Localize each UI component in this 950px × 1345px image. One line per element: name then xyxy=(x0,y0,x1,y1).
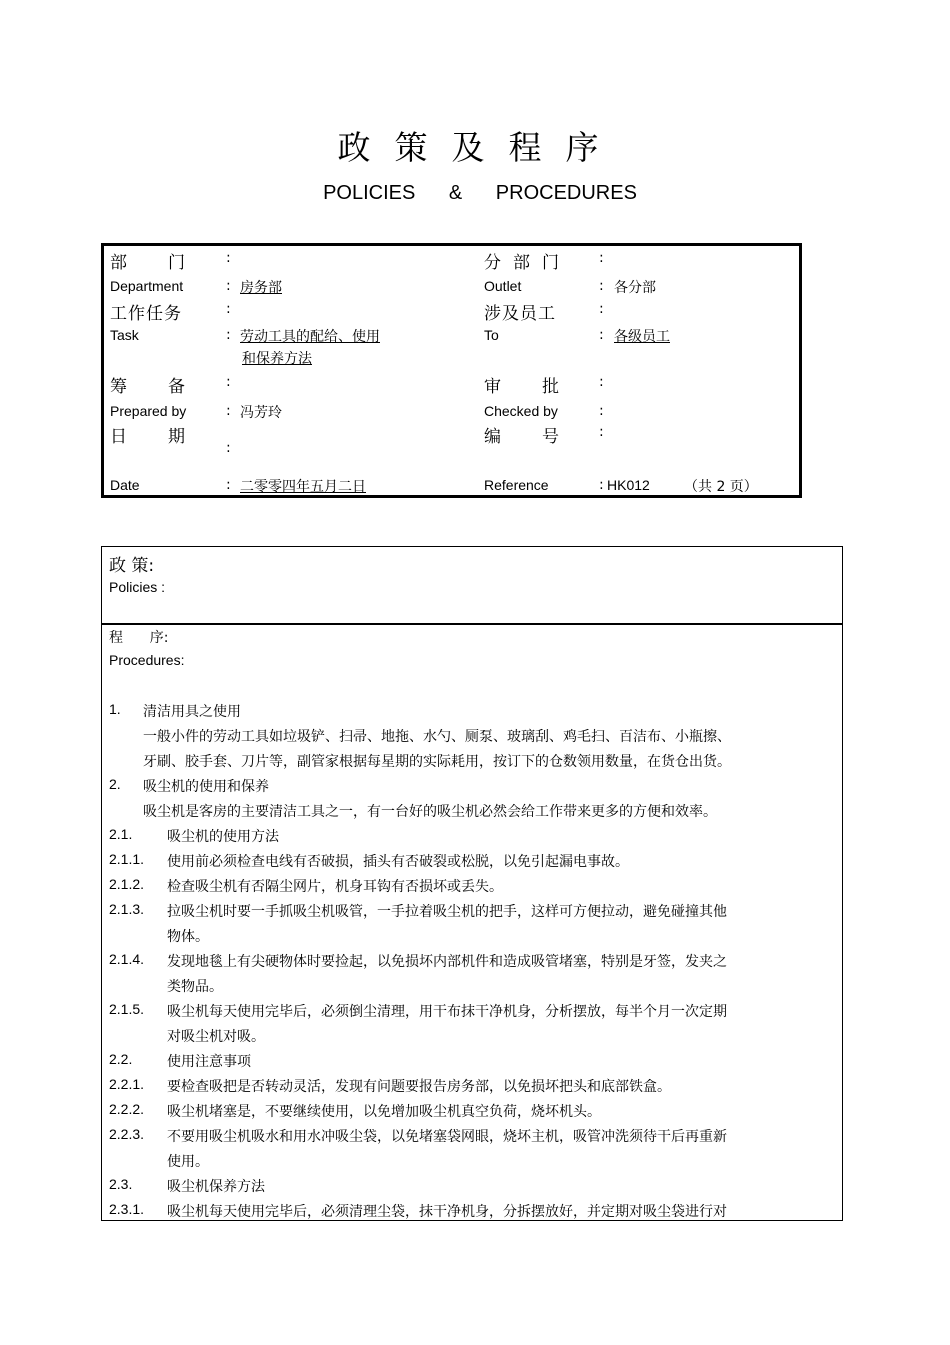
procedure-text: 检查吸尘机有否隔尘网片，机身耳钩有否损坏或丢失。 xyxy=(167,879,503,895)
prep-value: 冯芳玲 xyxy=(240,405,282,421)
outlet-value: 各分部 xyxy=(614,280,656,296)
dept-colon: : xyxy=(226,278,231,294)
header-info-box xyxy=(101,243,802,498)
procedure-number: 2.2.2. xyxy=(109,1101,145,1117)
prep-label-cn: 筹备 xyxy=(110,377,186,397)
to-colon: : xyxy=(599,327,604,343)
prep-colon-cn: : xyxy=(226,374,231,390)
dept-value: 房务部 xyxy=(240,280,282,296)
date-label-cn: 日期 xyxy=(110,427,186,447)
procedure-text: 物体。 xyxy=(167,929,209,945)
check-colon: : xyxy=(599,403,604,419)
date-label-en: Date xyxy=(110,477,140,493)
procedure-text: 要检查吸把是否转动灵活，发现有问题要报告房务部，以免损坏把头和底部铁盒。 xyxy=(167,1079,671,1095)
task-colon: : xyxy=(226,327,231,343)
procedure-text: 使用。 xyxy=(167,1154,209,1170)
ref-colon-cn: : xyxy=(599,424,604,440)
page-count: （共 2 页） xyxy=(684,479,758,495)
dept-label-cn: 部门 xyxy=(110,253,186,273)
procedure-number: 2.1.3. xyxy=(109,901,145,917)
procedures-label-en: Procedures: xyxy=(109,652,185,668)
procedure-text: 吸尘机的使用方法 xyxy=(167,829,279,845)
outlet-label-en: Outlet xyxy=(484,278,522,294)
task-label-cn: 工作任务 xyxy=(110,304,182,324)
dept-colon-cn: : xyxy=(226,250,231,266)
procedure-text: 吸尘机每天使用完毕后，必须清理尘袋，抹干净机身，分拆摆放好，并定期对吸尘袋进行对 xyxy=(167,1204,727,1220)
procedure-number: 2.1.2. xyxy=(109,876,145,892)
procedure-text: 一般小件的劳动工具如垃圾铲、扫帚、地拖、水勺、厕泵、玻璃刮、鸡毛扫、百洁布、小瓶擦、 xyxy=(143,729,731,745)
ref-label-en: Reference xyxy=(484,477,549,493)
to-value: 各级员工 xyxy=(614,329,670,345)
page-title: 政策及程序 xyxy=(337,128,623,167)
procedure-text: 拉吸尘机时要一手抓吸尘机吸管，一手拉着吸尘机的把手，这样可方便拉动，避免碰撞其他 xyxy=(167,904,727,920)
procedure-number: 2.1.1. xyxy=(109,851,145,867)
procedure-number: 2.1.5. xyxy=(109,1001,145,1017)
procedure-text: 吸尘机是客房的主要清洁工具之一，有一台好的吸尘机必然会给工作带来更多的方便和效率。 xyxy=(143,804,717,820)
procedures-box xyxy=(101,623,843,1221)
procedure-number: 2.2.3. xyxy=(109,1126,145,1142)
ref-value: HK012 xyxy=(607,477,650,493)
check-label-cn: 审批 xyxy=(484,377,560,397)
prep-label-en: Prepared by xyxy=(110,403,187,419)
procedure-text: 吸尘机的使用和保养 xyxy=(143,779,269,795)
outlet-label-cn: 分部门 xyxy=(484,253,560,273)
prep-colon: : xyxy=(226,403,231,419)
to-label-en: To xyxy=(484,327,499,343)
outlet-colon-cn: : xyxy=(599,250,604,266)
procedure-text: 发现地毯上有尖硬物体时要捡起，以免损坏内部机件和造成吸管堵塞，特别是牙签，发夹之 xyxy=(167,954,727,970)
date-colon: : xyxy=(226,477,231,493)
date-value: 二零零四年五月二日 xyxy=(240,479,366,495)
page-subtitle: POLICIES & PROCEDURES xyxy=(323,182,637,204)
dept-label-en: Department xyxy=(110,278,184,294)
date-colon-cn: : xyxy=(226,440,231,456)
procedure-number: 2.3.1. xyxy=(109,1201,145,1217)
policies-label-en: Policies : xyxy=(109,579,166,595)
task-value-1: 劳动工具的配给、使用 xyxy=(240,329,380,345)
procedure-number: 2.2. xyxy=(109,1051,133,1067)
procedure-text: 吸尘机每天使用完毕后，必须倒尘清理，用干布抹干净机身，分析摆放，每半个月一次定期 xyxy=(167,1004,727,1020)
procedure-text: 不要用吸尘机吸水和用水冲吸尘袋，以免堵塞袋网眼，烧坏主机，吸管冲洗须待干后再重新 xyxy=(167,1129,727,1145)
ref-label-cn: 编号 xyxy=(484,427,560,447)
procedure-number: 2.1. xyxy=(109,826,133,842)
procedure-text: 吸尘机保养方法 xyxy=(167,1179,265,1195)
task-value-2: 和保养方法 xyxy=(242,351,312,367)
check-colon-cn: : xyxy=(599,374,604,390)
task-label-en: Task xyxy=(110,327,139,343)
procedure-text: 牙刷、胶手套、刀片等，副管家根据每星期的实际耗用，按订下的仓数领用数量，在货仓出货。 xyxy=(143,754,731,770)
procedure-number: 2.3. xyxy=(109,1176,133,1192)
procedure-number: 2. xyxy=(109,776,121,792)
policies-box xyxy=(101,546,843,625)
to-label-cn: 涉及员工 xyxy=(484,304,556,324)
procedure-text: 类物品。 xyxy=(167,979,223,995)
procedure-text: 使用前必须检查电线有否破损，插头有否破裂或松脱，以免引起漏电事故。 xyxy=(167,854,629,870)
procedure-number: 2.1.4. xyxy=(109,951,145,967)
procedure-text: 使用注意事项 xyxy=(167,1054,251,1070)
procedure-text: 清洁用具之使用 xyxy=(143,704,241,720)
procedure-text: 吸尘机堵塞是，不要继续使用，以免增加吸尘机真空负荷，烧坏机头。 xyxy=(167,1104,601,1120)
procedure-text: 对吸尘机对吸。 xyxy=(167,1029,265,1045)
procedures-label-cn: 程 序: xyxy=(109,630,169,646)
ref-colon: : xyxy=(599,477,604,493)
policies-label-cn: 政 策: xyxy=(109,556,155,576)
check-label-en: Checked by xyxy=(484,403,558,419)
task-colon-cn: : xyxy=(226,301,231,317)
outlet-colon: : xyxy=(599,278,604,294)
to-colon-cn: : xyxy=(599,301,604,317)
procedure-number: 2.2.1. xyxy=(109,1076,145,1092)
procedure-number: 1. xyxy=(109,701,121,717)
